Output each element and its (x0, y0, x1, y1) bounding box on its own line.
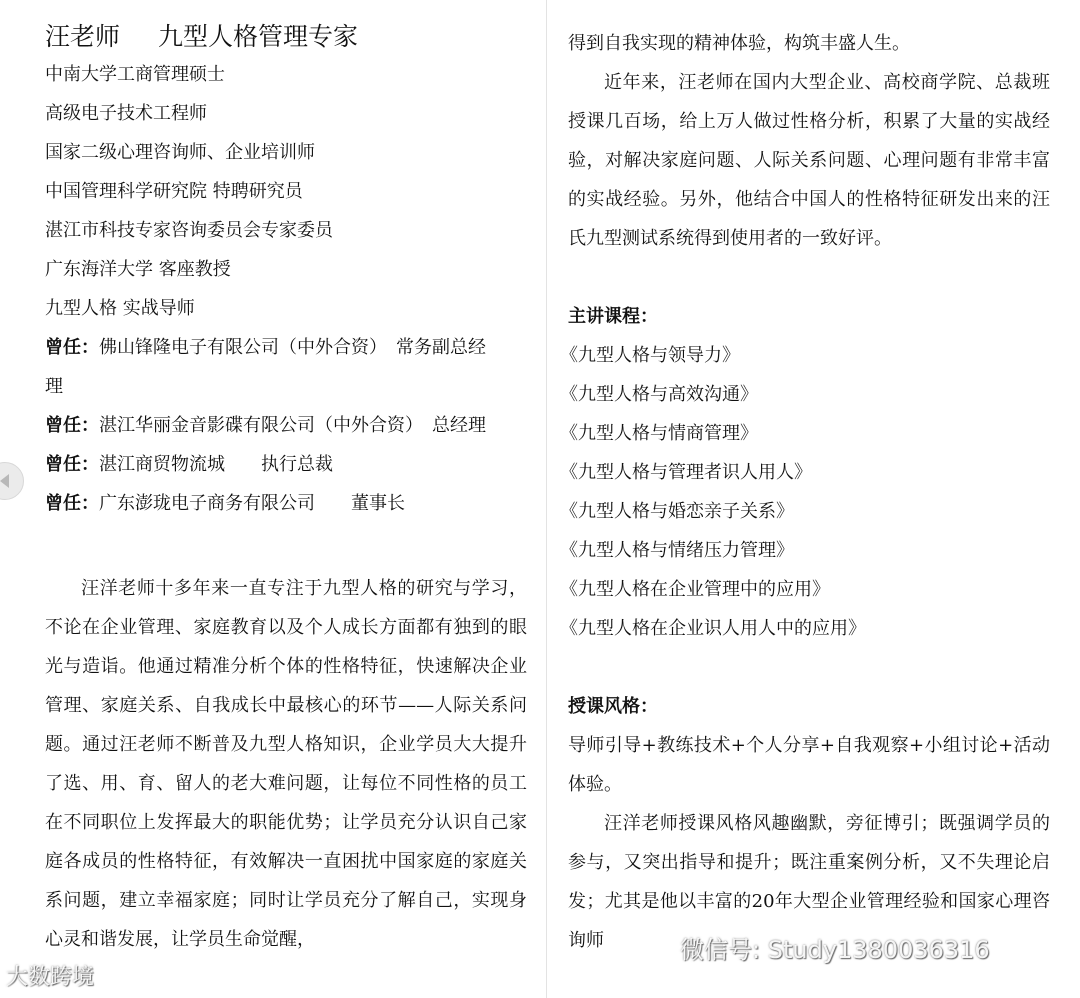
course-item: 《九型人格在企业管理中的应用》 (560, 579, 830, 600)
position-line (45, 335, 527, 374)
position-label: 曾任： (45, 493, 99, 514)
course-item: 《九型人格在企业识人用人中的应用》 (560, 618, 866, 639)
style-text: 导师引导+教练技术+个人分享+自我观察+小组讨论+活动体验。 (568, 735, 1050, 795)
position-line (45, 413, 527, 452)
left-column (45, 0, 527, 959)
position-text: 佛山锋隆电子有限公司（中外合资） 常务副总经 (99, 337, 486, 358)
teacher-title: 九型人格管理专家 (158, 22, 359, 51)
position-text: 湛江商贸物流城 执行总裁 (99, 454, 333, 475)
page-title (45, 22, 527, 62)
credential-line: 九型人格 实战导师 (45, 298, 195, 319)
watermark-wechat: 微信号: Study1380036316 (680, 936, 990, 964)
position-text: 广东澎珑电子商务有限公司 董事长 (99, 493, 405, 514)
course-item: 《九型人格与情商管理》 (560, 423, 758, 444)
course-item: 《九型人格与高效沟通》 (560, 384, 758, 405)
style-description: 汪洋老师授课风格风趣幽默，旁征博引；既强调学员的参与，又突出指导和提升；既注重案例分析，又不失理论启发；尤其是他以丰富的20年大型企业管理经验和国家心理咨询师 (568, 813, 1050, 951)
credential-line: 中南大学工商管理硕士 (45, 64, 225, 85)
bio-paragraph: 汪洋老师十多年来一直专注于九型人格的研究与学习，不论在企业管理、家庭教育以及个人成长方面都有独到的眼光与造诣。他通过精准分析个体的性格特征，快速解决企业管理、家庭关系、自我成长中最核心的环节——人际关系问题。通过汪老师不断普及九型人格知识，企业学员大大提升了选、用、育、留人的老大难问题，让每位不同性格的员工在不同职位上发挥最大的职能优势；让学员充分认识自己家庭各成员的性格特征，有效解决一直困扰中国家庭的家庭关系问题，建立幸福家庭；同时让学员充分了解自己，实现身心灵和谐发展，让学员生命觉醒， (45, 578, 527, 950)
previous-page-arrow-icon[interactable] (0, 462, 24, 500)
style-heading: 授课风格： (568, 696, 658, 717)
blank-line (45, 530, 527, 569)
right-column (560, 0, 1050, 960)
credential-line: 广东海洋大学 客座教授 (45, 259, 231, 280)
position-label: 曾任： (45, 337, 99, 358)
credential-line: 国家二级心理咨询师、企业培训师 (45, 142, 315, 163)
position-text: 湛江华丽金音影碟有限公司（中外合资） 总经理 (99, 415, 486, 436)
blank-line (568, 648, 1050, 687)
position-label: 曾任： (45, 454, 99, 475)
course-item: 《九型人格与婚恋亲子关系》 (560, 501, 794, 522)
course-item: 《九型人格与领导力》 (560, 345, 740, 366)
course-item: 《九型人格与管理者识人用人》 (560, 462, 812, 483)
position-line (45, 491, 527, 530)
position-line (45, 452, 527, 491)
course-item: 《九型人格与情绪压力管理》 (560, 540, 794, 561)
credential-line: 高级电子技术工程师 (45, 103, 207, 124)
position-text: 理 (45, 376, 63, 397)
teacher-name: 汪老师 (45, 22, 121, 51)
bio-continuation: 得到自我实现的精神体验，构筑丰盛人生。 (568, 33, 910, 54)
blank-line (568, 258, 1050, 297)
position-label: 曾任： (45, 415, 99, 436)
credential-line: 湛江市科技专家咨询委员会专家委员 (45, 220, 333, 241)
position-line (45, 374, 527, 413)
experience-paragraph: 近年来，汪老师在国内大型企业、高校商学院、总裁班授课几百场，给上万人做过性格分析，积累了大量的实战经验，对解决家庭问题、人际关系问题、心理问题有非常丰富的实战经验。另外，他结合中国人的性格特征研发出来的汪氏九型测试系统得到使用者的一致好评。 (568, 72, 1050, 249)
column-divider (546, 0, 547, 998)
watermark-brand: 大数跨境 (6, 965, 95, 990)
courses-heading: 主讲课程： (568, 306, 658, 327)
credential-line: 中国管理科学研究院 特聘研究员 (45, 181, 303, 202)
